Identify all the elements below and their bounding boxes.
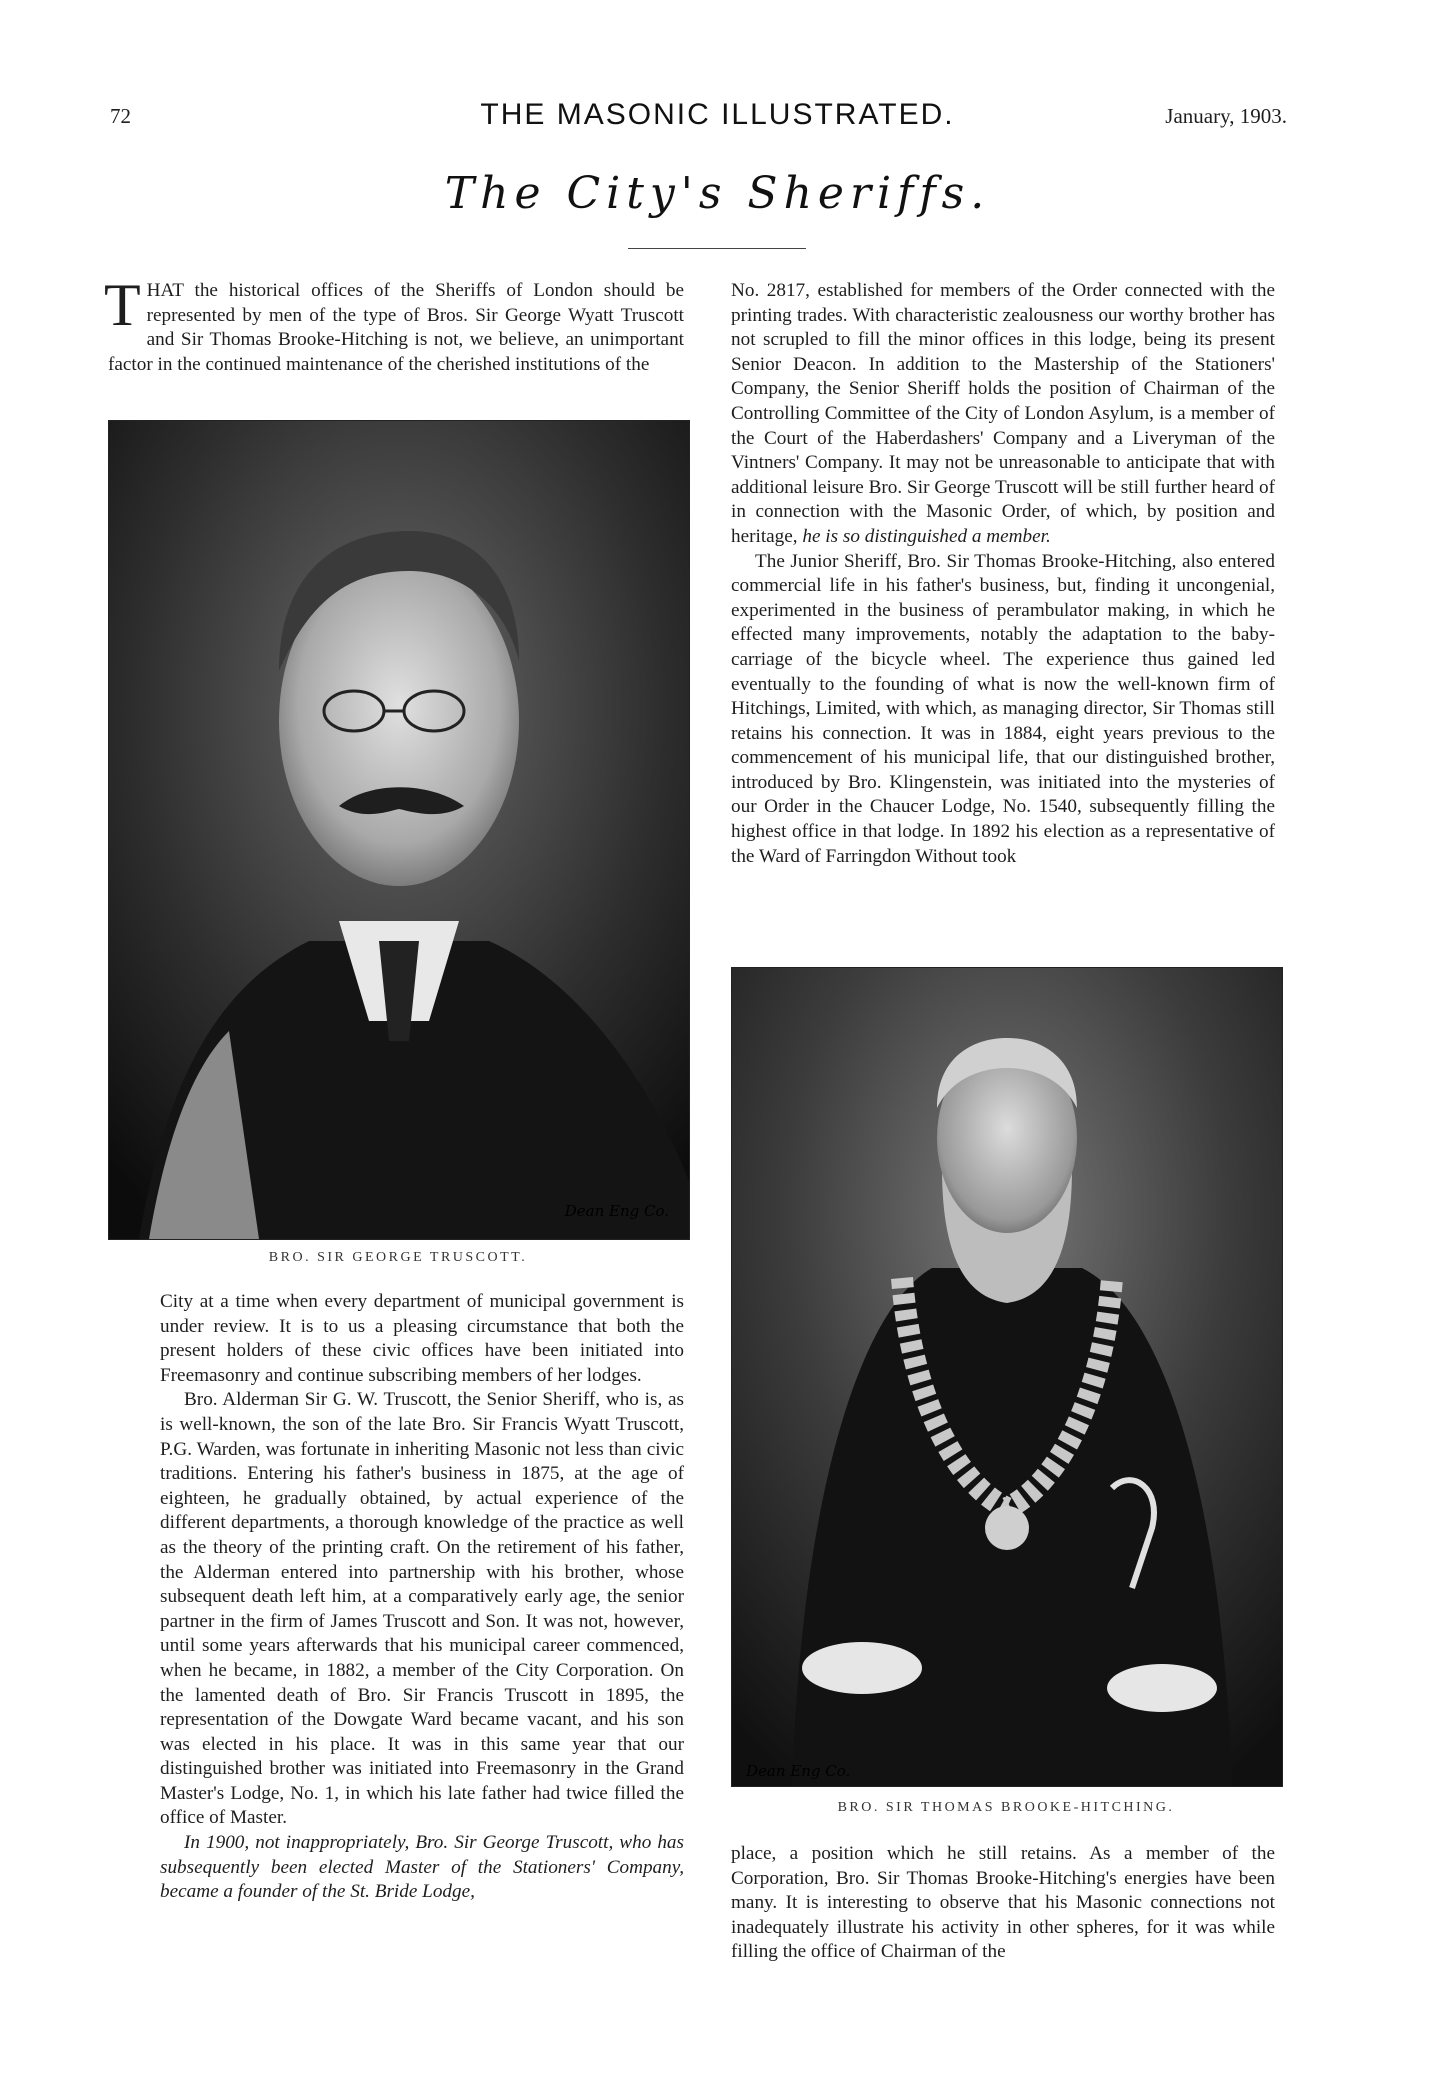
- truscott-portrait: [108, 420, 690, 1240]
- drop-cap: T: [104, 272, 141, 338]
- paragraph: The Junior Sheriff, Bro. Sir Thomas Brooke-Hitching, also entered commercial life in his father's business, but, finding it uncongenial, experimented in the business of perambulator making, in which he effected many improvements, notably the adaptation to the baby-carriage of the bicycle wheel. The experience thus gained led eventually to the founding of what is now the well-known firm of Hitchings, Limited, with which, as managing director, Sir Thomas still retains his connection. It was in 1884, eight years previous to the commencement of his municipal life, that our distinguished brother, introduced by Bro. Klingenstein, was initiated into the mysteries of our Order in the Chaucer Lodge, No. 1540, subsequently filling the highest office in that lodge. In 1892 his election as a representative of the Ward of Farringdon Without took: [731, 550, 1275, 867]
- truscott-portrait-drawing: [109, 421, 689, 1239]
- left-column-body: [160, 1290, 684, 1905]
- publication-masthead: THE MASONIC ILLUSTRATED.: [480, 98, 955, 131]
- paragraph: place, a position which he still retains. As a member of the Corporation, Bro. Sir Thomas Brooke-Hitching's energies have been many. It is interesting to observe that his Masonic connections not inadequately illustrate his activity in other spheres, for it was while filling the office of Chairman of the: [731, 1843, 1275, 1963]
- paragraph: Bro. Alderman Sir G. W. Truscott, the Senior Sheriff, who is, as is well-known, the son of the late Bro. Sir Francis Wyatt Truscott, P.G. Warden, was fortunate in inheriting Masonic not less than civic traditions. Entering his father's business in 1875, at the age of eighteen, he gradually obtained, by actual experience of the different departments, a thorough knowledge of the practice as well as the theory of the printing craft. On the retirement of his father, the Alderman entered into partnership with his brother, whose subsequent death left him, at a comparatively early age, the senior partner in the firm of James Truscott and Son. It was not, however, until some years afterwards that his municipal career commenced, when he became, in 1882, a member of the City Corporation. On the lamented death of Bro. Sir Francis Truscott in 1895, the representation of the Dowgate Ward became vacant, and his son was elected in his place. It was in this same year that our distinguished brother was initiated into Freemasonry in the Grand Master's Lodge, No. 1, in which his late father had twice filled the office of Master.: [160, 1389, 684, 1829]
- italic-phrase: he is so distinguished a member.: [802, 525, 1051, 547]
- brooke-hitching-portrait: [731, 967, 1283, 1787]
- right-column-top: [731, 279, 1275, 869]
- intro-paragraph: HAT the historical offices of the Sheriffs of London should be represented by men of the type of Bros. Sir George Wyatt Truscott and Sir Thomas Brooke-Hitching is not, we believe, an unimportant factor in the continued maintenance of the cherished institutions of the: [108, 280, 684, 375]
- truscott-caption: BRO. SIR GEORGE TRUSCOTT.: [268, 1250, 528, 1265]
- page-number: 72: [110, 104, 131, 128]
- paragraph: No. 2817, established for members of the Order connected with the printing trades. With characteristic zealousness our worthy brother has not scrupled to fill the minor offices in this lodge, being its present Senior Deacon. In addition to the Mastership of the Stationers' Company, the Senior Sheriff holds the position of Chairman of the Controlling Committee of the City of London Asylum, is a member of the Court of the Haberdashers' Company and a Liveryman of the Vintners' Company. It may not be unreasonable to anticipate that with additional leisure Bro. Sir George Truscott will be still further heard of in connection with the Masonic Order, of which, by position and heritage,: [731, 280, 1275, 547]
- paragraph: In 1900, not inappropriately, Bro. Sir George Truscott, who has subsequently been elected Master of the Stationers' Company, became a founder of the St. Bride Lodge,: [160, 1832, 684, 1903]
- issue-date: January, 1903.: [1165, 104, 1287, 128]
- paragraph: City at a time when every department of municipal government is under review. It is to us a pleasing circumstance that both the present holders of these civic offices have been initiated into Freemasonry and continue subscribing members of her lodges.: [160, 1291, 684, 1386]
- left-column-intro: [104, 272, 684, 377]
- brooke-hitching-caption: BRO. SIR THOMAS BROOKE-HITCHING.: [837, 1800, 1175, 1815]
- brooke-hitching-portrait-drawing: [732, 968, 1282, 1786]
- brooke-hitching-engraver-credit: Dean Eng Co.: [746, 1762, 851, 1780]
- title-divider: [628, 248, 806, 249]
- right-column-bottom: [731, 1842, 1275, 1965]
- truscott-engraver-credit: Dean Eng Co.: [564, 1202, 669, 1220]
- article-title: The City's Sheriffs.: [444, 168, 991, 219]
